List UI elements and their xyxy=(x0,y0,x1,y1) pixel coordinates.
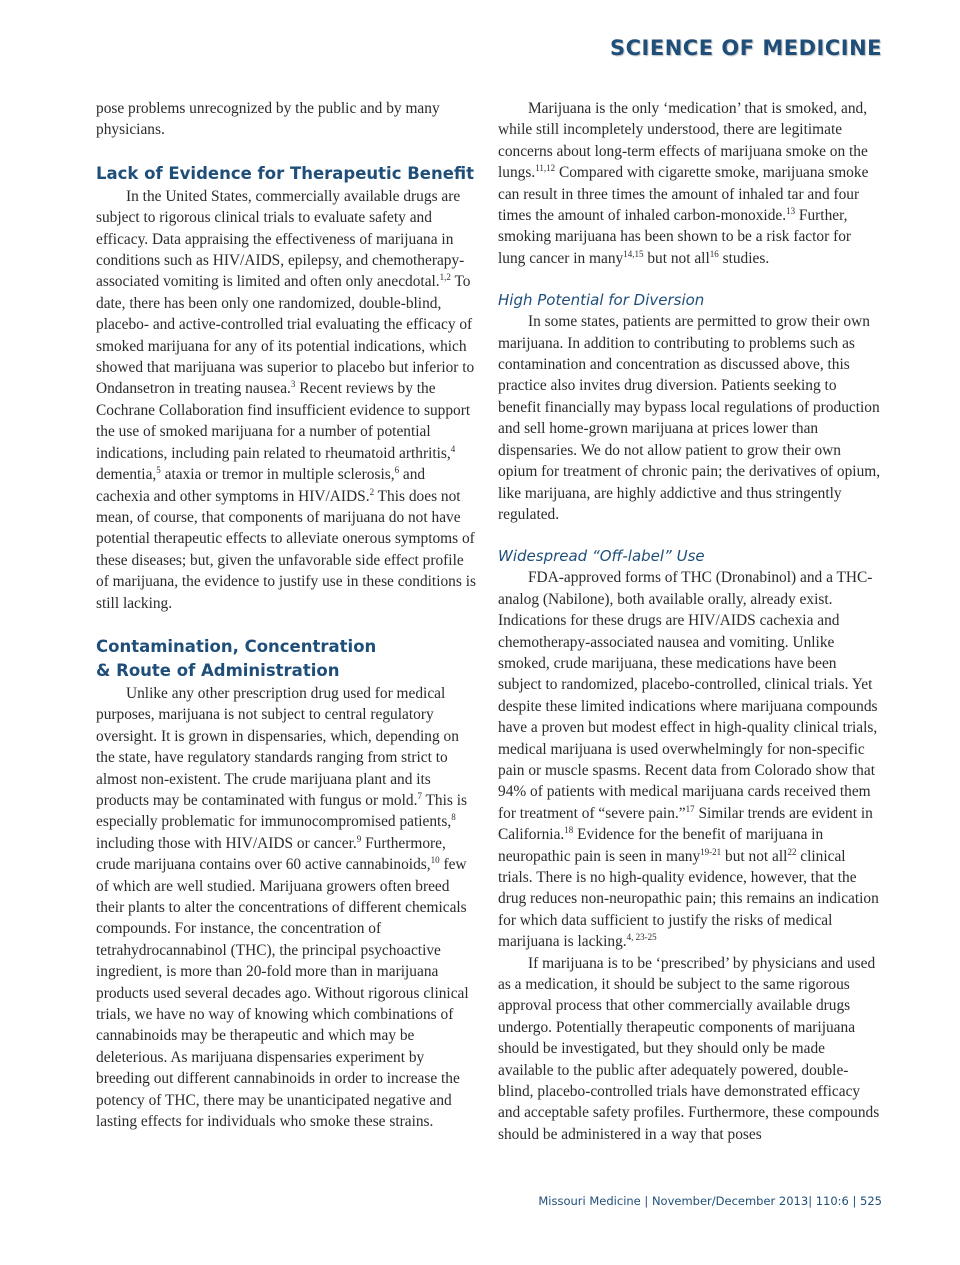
section-title: SCIENCE OF MEDICINE xyxy=(610,36,882,60)
citation-superscript: 16 xyxy=(709,248,719,259)
citation-superscript: 17 xyxy=(685,803,695,814)
citation-superscript: 6 xyxy=(394,465,400,476)
page-footer: Missouri Medicine | November/December 2013| 110:6 | 525 xyxy=(538,1194,882,1208)
citation-superscript: 2 xyxy=(369,486,375,497)
citation-superscript: 22 xyxy=(787,846,797,857)
heading-diversion: High Potential for Diversion xyxy=(498,291,705,310)
left-column xyxy=(96,98,480,1132)
paragraph: Unlike any other prescription drug used for medical purposes, marijuana is not subject to central regulatory oversight. It is grown in dispensaries, which, depending on the state, have regulatory standards ranging from strict to almost non-existent. The crude marijuana plant and its products may be contaminated with fungus or mold.$^7$ This is especially problematic for immunocompromised patients,$^8$ including those with HIV/AIDS or cancer.$^9$ Furthermore, crude marijuana contains over 60 active cannabinoids,$^{10}$ few of which are well studied. Marijuana growers often breed their plants to alter the concentrations of different chemicals compounds. For instance, the concentration of tetrahydrocannabinol (THC), the principal psychoactive ingredient, is more than 20-fold more than in marijuana products used several decades ago. Without rigorous clinical trials, we have no way of knowing which combinations of cannabinoids may be therapeutic and which may be deleterious. As marijuana dispensaries experiment by breeding out different cannabinoids in order to increase the potency of THC, there may be unanticipated negative and lasting effects for individuals who smoke these strains. xyxy=(96,684,469,1131)
citation-superscript: 8 xyxy=(451,812,456,823)
paragraph: If marijuana is to be ‘prescribed’ by physicians and used as a medication, it should be subject to the same rigorous approval process that other commercially available drugs undergo. Potentially therapeutic components of marijuana should be investigated, but they should only be made available to the public after adequately powered, double-blind, placebo-controlled trials have demonstrated efficacy and acceptable safety profiles. Furthermore, these compounds should be administered in a way that poses xyxy=(498,954,880,1143)
heading-contamination: Contamination, Concentration xyxy=(96,636,377,656)
citation-superscript: 4 xyxy=(450,443,456,454)
citation-superscript: 1,2 xyxy=(439,272,451,283)
citation-superscript: 5 xyxy=(156,465,161,476)
paragraph: In some states, patients are permitted to grow their own marijuana. In addition to contributing to problems such as contamination and concentration as discussed above, this practice also invites drug diversion. Patients seeking to benefit financially may bypass local regulations of production and sell home-grown marijuana at prices lower than dispensaries. We do not allow patient to grow their own opium for treatment of chronic pain; the derivatives of opium, like marijuana, are highly addictive and thus stringently regulated. xyxy=(498,313,881,523)
heading-lack-of-evidence: Lack of Evidence for Therapeutic Benefit xyxy=(96,163,475,183)
paragraph: In the United States, commercially available drugs are subject to rigorous clinical trials to evaluate safety and efficacy. Data appraising the effectiveness of marijuana in conditions such as HIV/AIDS, epilepsy, and chemotherapy-associated vomiting is limited and often only anecdotal.$^{1,2}$ To date, there has been only one randomized, double-blind, placebo- and active-controlled trial evaluating the efficacy of smoked marijuana for any of its potential indications, which showed that marijuana was superior to placebo but inferior to Ondansetron in treating nausea.$^3$ Recent reviews by the Cochrane Collaboration find insufficient evidence to support the use of smoked marijuana for a number of potential indications, including pain related to rheumatoid arthritis,$^4$ dementia,$^5$ ataxia or tremor in multiple sclerosis,$^6$ and cachexia and other symptoms in HIV/AIDS.$^2$ This does not mean, of course, that components of marijuana do not have potential therapeutic effects to alleviate onerous symptoms of these diseases; but, given the unfavorable side effect profile of marijuana, the evidence to justify use in these conditions is still lacking. xyxy=(96,187,476,612)
paragraph: FDA-approved forms of THC (Dronabinol) and a THC-analog (Nabilone), both available orally, already exist. Indications for these drugs are HIV/AIDS cachexia and chemotherapy-associated nausea and vomiting. Unlike smoked, crude marijuana, these medications have been subject to randomized, placebo-controlled, clinical trials. Yet despite these limited indications where marijuana compounds have a proven but modest effect in high-quality clinical trials, medical marijuana is used overwhelmingly for non-specific pain or muscle spasms. Recent data from Colorado show that 94% of patients with medical marijuana cards received them for treatment of “severe pain.”$^{17}$ Similar trends are evident in California.$^{18}$ Evidence for the benefit of marijuana in neuropathic pain is seen in many$^{19-21}$ but not all$^{22}$ clinical trials. There is no high-quality evidence, however, that the drug reduces non-neuropathic pain; this remains an indication for which data sufficient to justify the risks of medical marijuana is lacking.$^{4, 23-25}$ xyxy=(498,569,879,951)
heading-route-of-administration: & Route of Administration xyxy=(96,660,340,680)
citation-superscript: 13 xyxy=(786,206,796,217)
right-column xyxy=(498,98,882,1145)
citation-superscript: 11,12 xyxy=(535,163,556,174)
citation-superscript: 10 xyxy=(430,855,440,866)
citation-superscript: 9 xyxy=(356,833,362,844)
paragraph: Marijuana is the only ‘medication’ that is smoked, and, while still incompletely understood, there are legitimate concerns about long-term effects of marijuana smoke on the lungs.$^{11,12}$ Compared with cigarette smoke, marijuana smoke can result in three times the amount of inhaled tar and four times the amount of inhaled carbon-monoxide.$^{13}$ Further, smoking marijuana has been shown to be a risk factor for lung cancer in many$^{14,15}$ but not all$^{16}$ studies. xyxy=(498,100,869,267)
citation-superscript: 3 xyxy=(290,379,296,390)
citation-superscript: 4, 23-25 xyxy=(626,932,657,943)
paragraph: pose problems unrecognized by the public and by many physicians. xyxy=(96,100,440,139)
citation-superscript: 18 xyxy=(564,825,574,836)
heading-off-label-use: Widespread “Off-label” Use xyxy=(498,547,705,566)
citation-superscript: 14,15 xyxy=(623,248,644,259)
citation-superscript: 7 xyxy=(417,790,422,801)
citation-superscript: 19-21 xyxy=(700,846,722,857)
